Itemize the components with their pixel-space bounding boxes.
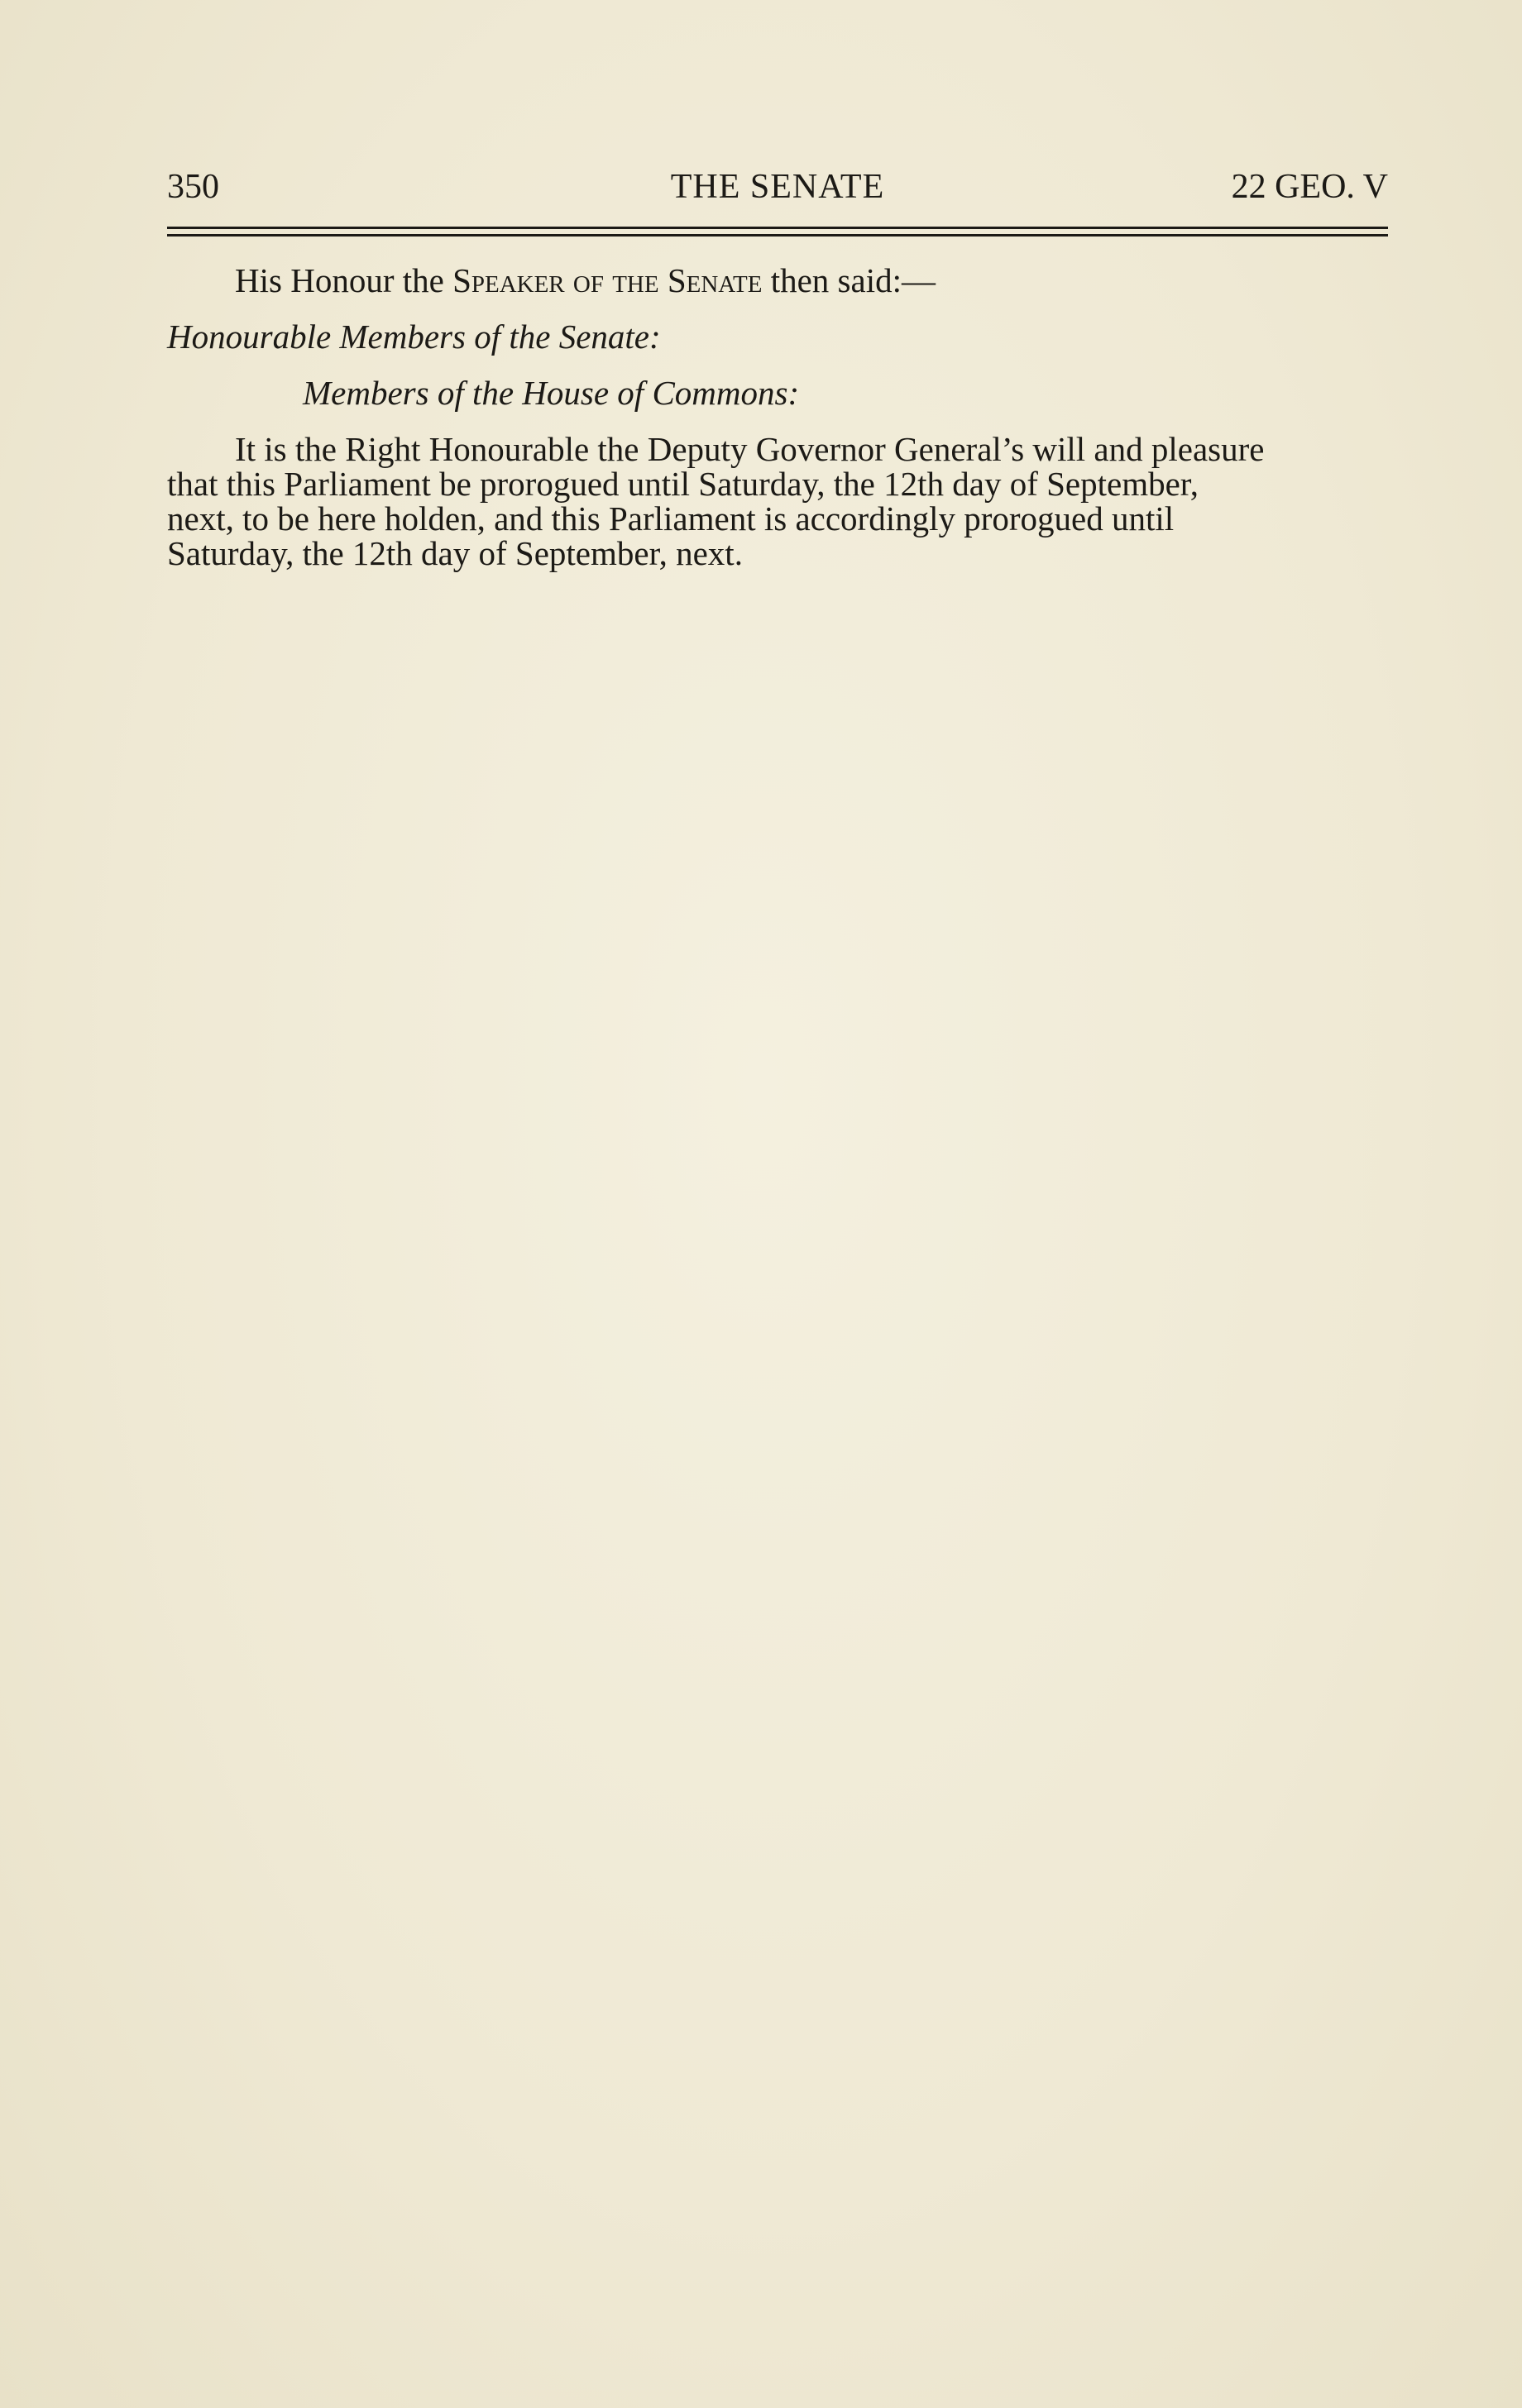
paragraph-line: next, to be here holden, and this Parliament is accordingly prorogued until bbox=[167, 499, 1175, 538]
intro-suffix: then said:— bbox=[762, 261, 936, 299]
speaker-title: Speaker of the Senate bbox=[452, 261, 763, 299]
header-rule-bottom bbox=[167, 234, 1388, 236]
page-header bbox=[167, 162, 1388, 212]
address-commons: Members of the House of Commons: bbox=[303, 374, 800, 412]
document-body bbox=[167, 263, 1388, 571]
paragraph-line: It is the Right Honourable the Deputy Governor General’s will and pleasure bbox=[235, 430, 1265, 468]
regnal-year: 22 GEO. V bbox=[1231, 168, 1388, 206]
speaker-intro bbox=[167, 263, 1388, 298]
header-rule-top bbox=[167, 227, 1388, 229]
page-number: 350 bbox=[167, 168, 219, 206]
intro-prefix: His Honour the bbox=[235, 261, 453, 299]
prorogation-paragraph bbox=[167, 432, 1388, 571]
address-senate: Honourable Members of the Senate: bbox=[167, 318, 661, 356]
running-title: THE SENATE bbox=[670, 168, 885, 206]
paragraph-line: Saturday, the 12th day of September, next. bbox=[167, 534, 743, 572]
paragraph-line: that this Parliament be prorogued until Saturday, the 12th day of September, bbox=[167, 465, 1199, 503]
